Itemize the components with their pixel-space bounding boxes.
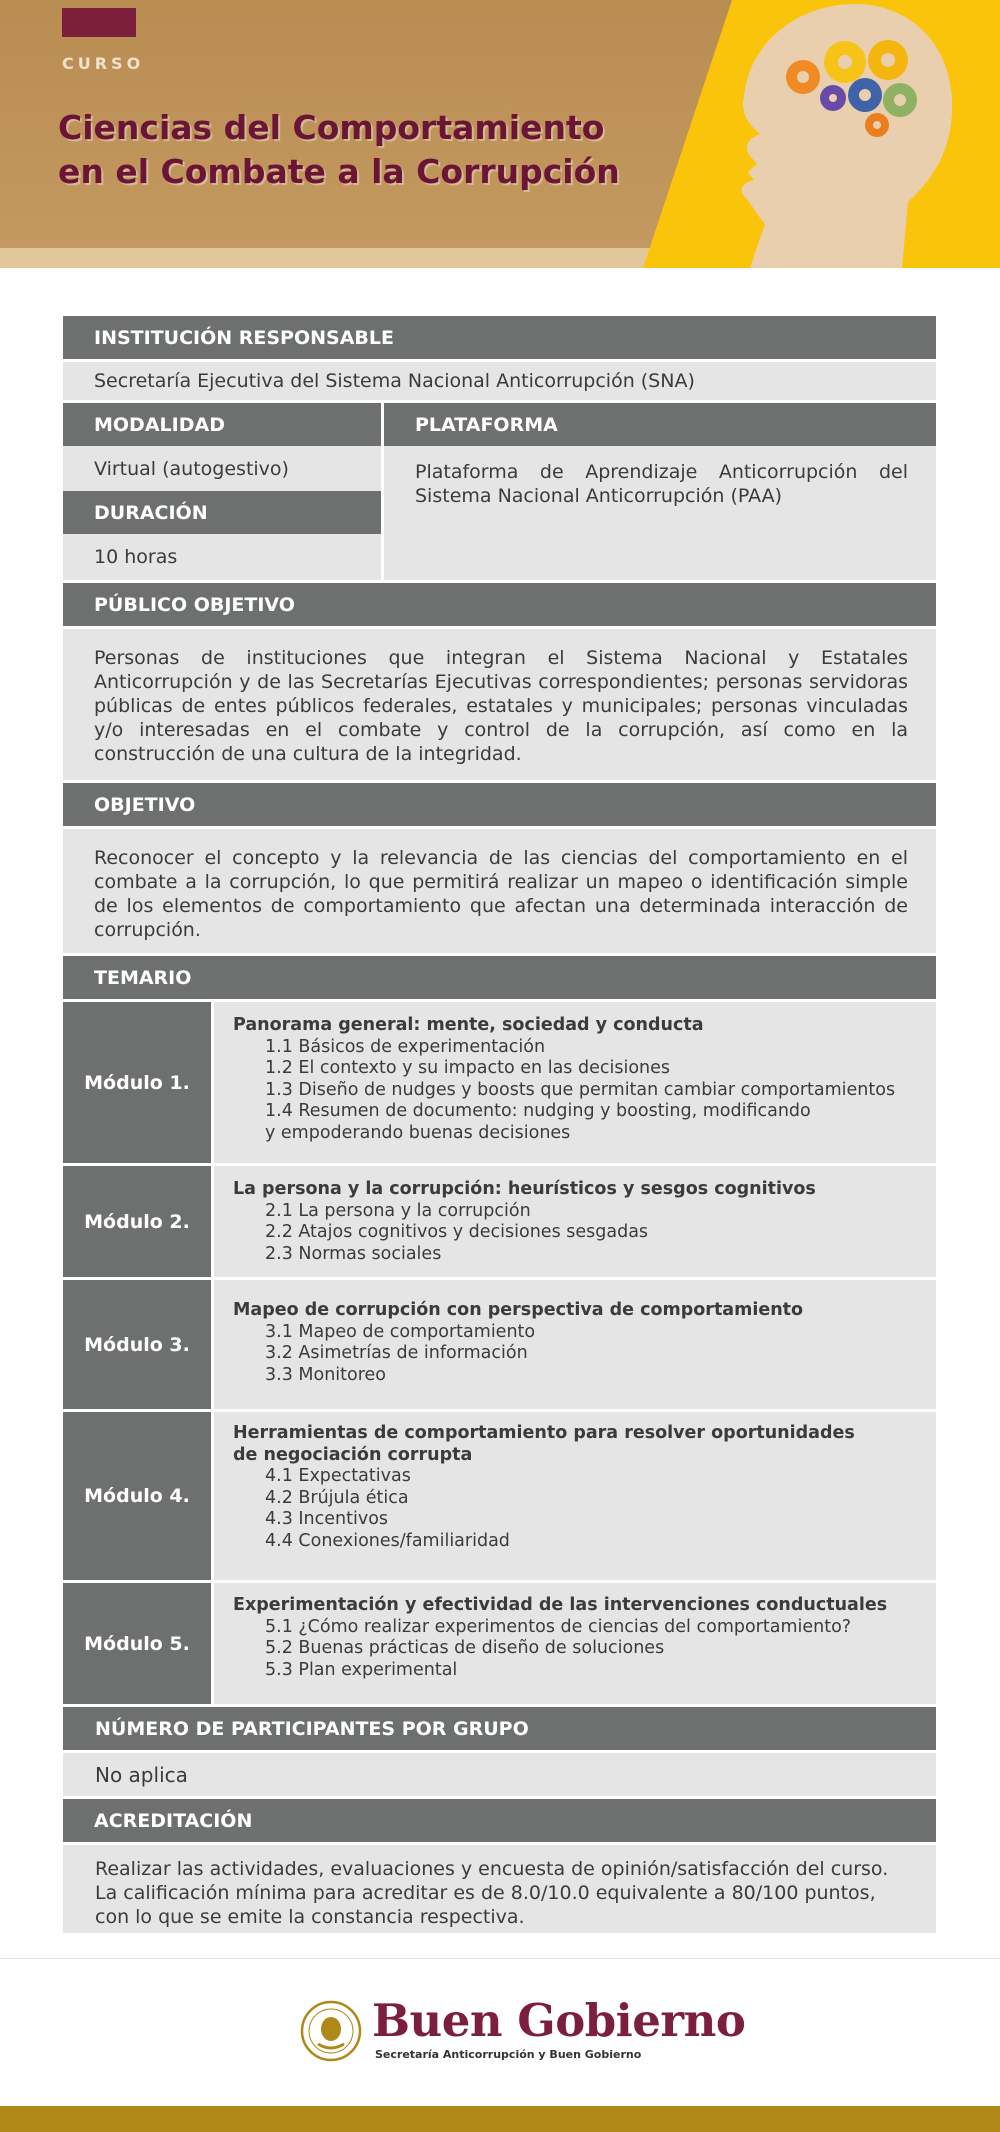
module-label: Módulo 3. <box>63 1280 211 1409</box>
objetivo-header: OBJETIVO <box>63 783 936 826</box>
module-label: Módulo 1. <box>63 1002 211 1163</box>
footer-gold-bar <box>0 2106 1000 2132</box>
module-topic: y empoderando buenas decisiones <box>265 1122 571 1143</box>
module-topic: 3.1 Mapeo de comportamiento <box>265 1321 536 1342</box>
module-row-1 <box>63 1002 936 1163</box>
acreditacion-value <box>63 1845 936 1933</box>
module-content <box>214 1583 936 1704</box>
acreditacion-header: ACREDITACIÓN <box>63 1799 936 1842</box>
module-topic: 5.2 Buenas prácticas de diseño de soluciones <box>265 1638 665 1659</box>
module-label: Módulo 4. <box>63 1412 211 1580</box>
module-topic: 5.3 Plan experimental <box>265 1659 458 1680</box>
acreditacion-line-1: Realizar las actividades, evaluaciones y encuesta de opinión/satisfacción del curso. <box>95 1858 889 1880</box>
course-title <box>58 106 658 194</box>
duracion-value: 10 horas <box>63 534 381 580</box>
module-content <box>214 1280 936 1409</box>
module-content <box>214 1412 936 1580</box>
national-seal-icon <box>300 2000 362 2062</box>
plataforma-value: Plataforma de Aprendizaje Anticorrupción del Sistema Nacional Anticorrupción (PAA) <box>384 446 936 580</box>
module-label: Módulo 5. <box>63 1583 211 1704</box>
module-topic: 2.1 La persona y la corrupción <box>265 1200 531 1221</box>
modalidad-value: Virtual (autogestivo) <box>63 446 381 491</box>
institucion-value: Secretaría Ejecutiva del Sistema Nacional Anticorrupción (SNA) <box>63 362 936 400</box>
course-header <box>0 0 1000 268</box>
module-topic: 1.3 Diseño de nudges y boosts que permitan cambiar comportamientos <box>265 1079 896 1100</box>
brand-name: Buen Gobierno <box>372 1994 746 2047</box>
course-title-line-1: Ciencias del Comportamiento <box>58 108 605 147</box>
module-title: Panorama general: mente, sociedad y conducta <box>233 1015 704 1035</box>
brand-subtitle: Secretaría Anticorrupción y Buen Gobierno <box>375 2048 642 2061</box>
module-topic: 4.1 Expectativas <box>265 1466 411 1487</box>
module-title-continued: de negociación corrupta <box>233 1444 473 1465</box>
modalidad-header: MODALIDAD <box>63 403 381 446</box>
acreditacion-line-2: La calificación mínima para acreditar es de 8.0/10.0 equivalente a 80/100 puntos, con lo que se emite la constancia respectiva. <box>95 1882 876 1928</box>
module-title: Mapeo de corrupción con perspectiva de comportamiento <box>233 1300 804 1320</box>
module-topic: 2.2 Atajos cognitivos y decisiones sesgadas <box>265 1222 649 1243</box>
course-title-line-2: en el Combate a la Corrupción <box>58 152 620 191</box>
course-info-table <box>63 316 936 1933</box>
objetivo-value: Reconocer el concepto y la relevancia de las ciencias del comportamiento en el combate a la corrupción, lo que permitirá realizar un mapeo o identificación simple de los elementos de comportamiento que afectan una determinada interacción de corrupción. <box>63 829 936 953</box>
module-row-5 <box>63 1583 936 1704</box>
module-topic: 2.3 Normas sociales <box>265 1243 442 1264</box>
head-with-gears-icon <box>640 0 1000 268</box>
duracion-header: DURACIÓN <box>63 491 381 534</box>
module-title: La persona y la corrupción: heurísticos y sesgos cognitivos <box>233 1179 816 1199</box>
plataforma-header: PLATAFORMA <box>384 403 936 446</box>
module-title: Experimentación y efectividad de las intervenciones conductuales <box>233 1595 888 1615</box>
module-topic: 4.2 Brújula ética <box>265 1487 409 1508</box>
participantes-header: NÚMERO DE PARTICIPANTES POR GRUPO <box>63 1707 936 1750</box>
module-topic: 4.3 Incentivos <box>265 1509 389 1530</box>
buen-gobierno-logo <box>300 1994 746 2064</box>
footer-divider <box>0 1958 1000 1959</box>
institucion-header: INSTITUCIÓN RESPONSABLE <box>63 316 936 359</box>
module-row-2 <box>63 1166 936 1277</box>
module-topic: 3.2 Asimetrías de información <box>265 1343 528 1364</box>
module-topic: 5.1 ¿Cómo realizar experimentos de ciencias del comportamiento? <box>265 1616 852 1637</box>
maroon-tab <box>62 8 136 37</box>
module-row-3 <box>63 1280 936 1409</box>
course-label: CURSO <box>62 54 145 73</box>
module-label: Módulo 2. <box>63 1166 211 1277</box>
temario-header: TEMARIO <box>63 956 936 999</box>
publico-value: Personas de instituciones que integran el Sistema Nacional y Estatales Anticorrupción y de las Secretarías Ejecutivas correspondientes; personas servidoras públicas de entes públicos federales, estatales y municipales; personas vinculadas y/o interesadas en el combate y control de la corrupción, así como en la construcción de una cultura de la integridad. <box>63 629 936 780</box>
publico-header: PÚBLICO OBJETIVO <box>63 583 936 626</box>
module-topic: 3.3 Monitoreo <box>265 1364 387 1385</box>
module-content <box>214 1002 936 1163</box>
module-topic: 1.4 Resumen de documento: nudging y boosting, modificando <box>265 1101 811 1122</box>
module-topic: 1.2 El contexto y su impacto en las decisiones <box>265 1058 670 1079</box>
module-title: Herramientas de comportamiento para resolver oportunidades <box>233 1423 855 1443</box>
module-row-4 <box>63 1412 936 1580</box>
module-topic: 4.4 Conexiones/familiaridad <box>265 1530 510 1551</box>
modalidad-plataforma-row <box>63 403 936 580</box>
module-topic: 1.1 Básicos de experimentación <box>265 1036 546 1057</box>
module-content <box>214 1166 936 1277</box>
participantes-value: No aplica <box>63 1753 936 1796</box>
